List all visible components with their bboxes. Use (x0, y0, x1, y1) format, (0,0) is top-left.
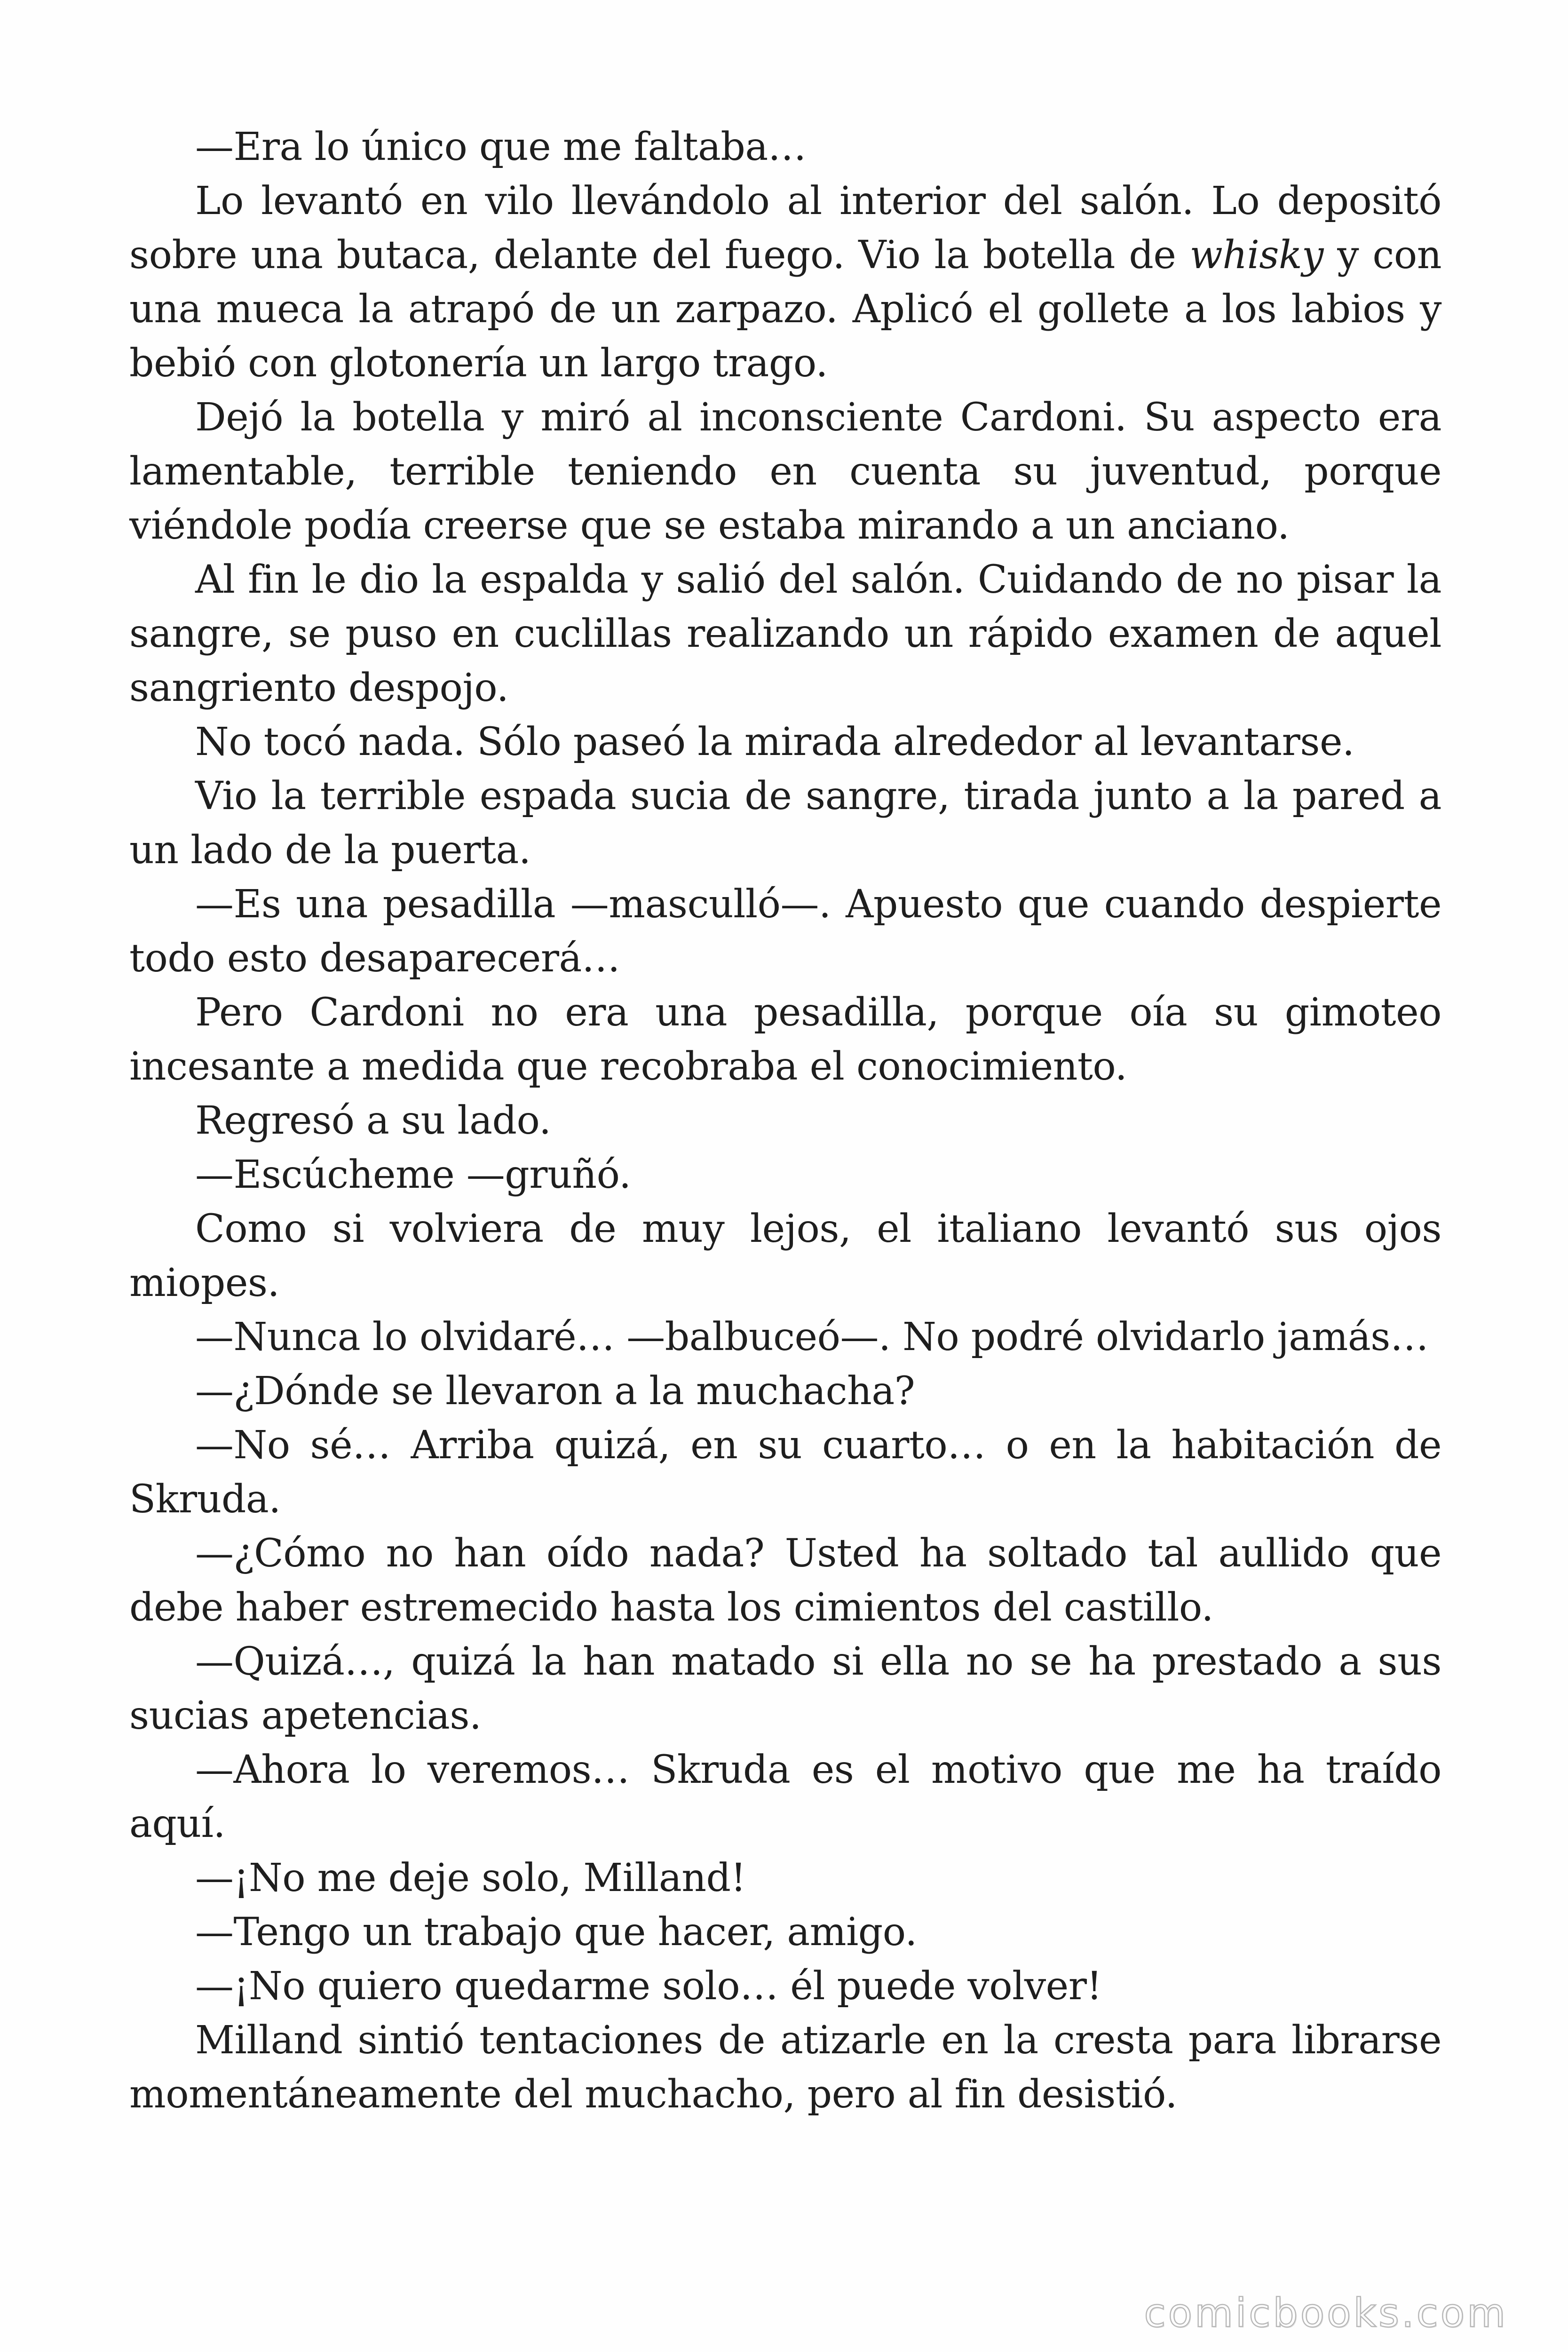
text-run: —Es una pesadilla —masculló—. Apuesto que cuando despierte todo esto desaparecerá… (129, 882, 1441, 981)
paragraph (129, 120, 1441, 174)
text-run: No tocó nada. Sólo paseó la mirada alrededor al levantarse. (195, 720, 1354, 764)
paragraph (129, 1202, 1441, 1310)
paragraph (129, 715, 1441, 769)
paragraph (129, 1418, 1441, 1526)
paragraph (129, 1905, 1441, 1959)
text-run: Lo levantó en vilo llevándolo al interior del salón. Lo depositó sobre una butaca, delante del fuego. Vio la botella de (129, 179, 1441, 278)
text-run: Al fin le dio la espalda y salió del salón. Cuidando de no pisar la sangre, se puso en cuclillas realizando un rápido examen de aquel sangriento despojo. (129, 557, 1441, 710)
text-run: —No sé… Arriba quizá, en su cuarto… o en la habitación de Skruda. (129, 1423, 1441, 1522)
text-run: —Ahora lo veremos… Skruda es el motivo que me ha traído aquí. (129, 1748, 1441, 1846)
text-run: Regresó a su lado. (195, 1098, 551, 1143)
text-run: y con una mueca la atrapó de un zarpazo. Aplicó el gollete a los labios y bebió con glotonería un largo trago. (129, 233, 1442, 386)
text-run: —Escúcheme —gruñó. (195, 1152, 631, 1197)
paragraph (129, 1526, 1441, 1635)
paragraph (129, 1743, 1441, 1851)
text-run: —¡No quiero quedarme solo… él puede volver! (195, 1964, 1102, 2009)
paragraph (129, 1635, 1441, 1743)
text-run: Como si volviera de muy lejos, el italiano levantó sus ojos miopes. (129, 1207, 1441, 1305)
text-run: Dejó la botella y miró al inconsciente Cardoni. Su aspecto era lamentable, terrible teniendo en cuenta su juventud, porque viéndole podía creerse que se estaba mirando a un anciano. (129, 395, 1441, 548)
text-run: —¡No me deje solo, Milland! (195, 1856, 746, 1900)
paragraph (129, 1851, 1441, 1905)
text-run: —Tengo un trabajo que hacer, amigo. (195, 1910, 917, 1955)
text-run: Pero Cardoni no era una pesadilla, porque oía su gimoteo incesante a medida que recobraba el conocimiento. (129, 990, 1441, 1089)
italic-text-run: whisky (1189, 233, 1323, 278)
text-run: Vio la terrible espada sucia de sangre, tirada junto a la pared a un lado de la puerta. (129, 774, 1441, 873)
paragraph (129, 1148, 1441, 1202)
paragraph (129, 390, 1441, 553)
site-watermark: comicbooks.com (1144, 2290, 1508, 2336)
paragraph (129, 1094, 1441, 1148)
text-run: —¿Dónde se llevaron a la muchacha? (195, 1369, 915, 1414)
body-text (129, 120, 1441, 2122)
text-run: —Era lo único que me faltaba… (195, 125, 807, 169)
paragraph (129, 769, 1441, 877)
text-run: —Quizá…, quizá la han matado si ella no se ha prestado a sus sucias apetencias. (129, 1639, 1441, 1738)
paragraph (129, 1364, 1441, 1418)
paragraph (129, 1959, 1441, 2013)
paragraph (129, 985, 1441, 1094)
text-run: —Nunca lo olvidaré… —balbuceó—. No podré olvidarlo jamás… (195, 1315, 1429, 1359)
paragraph (129, 1310, 1441, 1364)
paragraph (129, 2013, 1441, 2122)
paragraph (129, 174, 1441, 390)
paragraph (129, 877, 1441, 985)
text-run: —¿Cómo no han oído nada? Usted ha soltado tal aullido que debe haber estremecido hasta los cimientos del castillo. (129, 1531, 1441, 1630)
text-run: Milland sintió tentaciones de atizarle en la cresta para librarse momentáneamente del muchacho, pero al fin desistió. (129, 2018, 1441, 2117)
paragraph (129, 553, 1441, 715)
